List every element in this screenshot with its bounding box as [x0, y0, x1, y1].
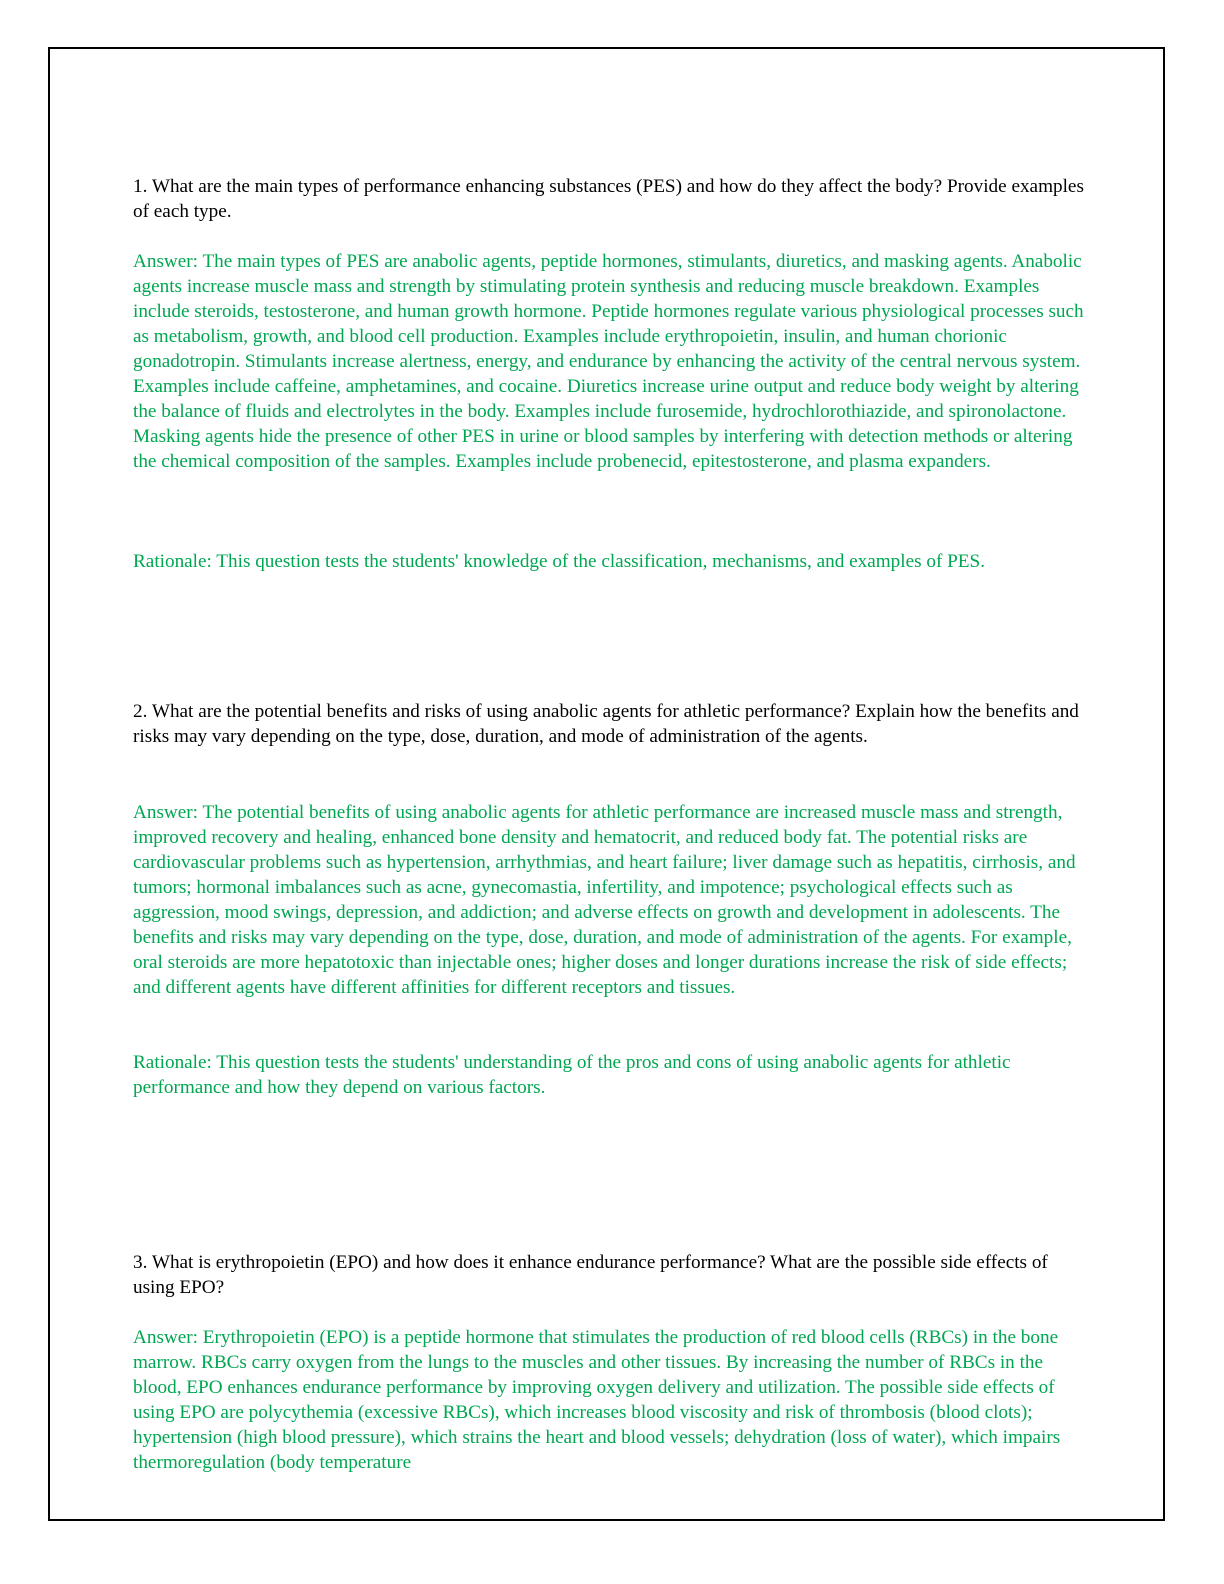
answer-3: Answer: Erythropoietin (EPO) is a peptide hormone that stimulates the production of red blood cells (RBCs) in the bone marrow. RBCs carry oxygen from the lungs to the muscles and other tissues. By increasing the number of RBCs in the blood, EPO enhances endurance performance by improving oxygen delivery and utilization. The possible side effects of using EPO are polycythemia (excessive RBCs), which increases blood viscosity and risk of thrombosis (blood clots); hypertension (high blood pressure), which strains the heart and blood vessels; dehydration (loss of water), which impairs thermoregulation (body temperature	[133, 1327, 1061, 1473]
question-2: 2. What are the potential benefits and risks of using anabolic agents for athletic performance? Explain how the benefits and risks may vary depending on the type, dose, duration, and mode of administration of the agents.	[133, 701, 1079, 747]
question-3: 3. What is erythropoietin (EPO) and how does it enhance endurance performance? What are the possible side effects of using EPO?	[133, 1252, 1048, 1298]
rationale-1: Rationale: This question tests the students' knowledge of the classification, mechanisms, and examples of PES.	[133, 551, 985, 572]
question-1: 1. What are the main types of performance enhancing substances (PES) and how do they affect the body? Provide examples of each type.	[133, 176, 1084, 222]
answer-1: Answer: The main types of PES are anabolic agents, peptide hormones, stimulants, diuretics, and masking agents. Anabolic agents increase muscle mass and strength by stimulating protein synthesis and reducing muscle breakdown. Examples include steroids, testosterone, and human growth hormone. Peptide hormones regulate various physiological processes such as metabolism, growth, and blood cell production. Examples include erythropoietin, insulin, and human chorionic gonadotropin. Stimulants increase alertness, energy, and endurance by enhancing the activity of the central nervous system. Examples include caffeine, amphetamines, and cocaine. Diuretics increase urine output and reduce body weight by altering the balance of fluids and electrolytes in the body. Examples include furosemide, hydrochlorothiazide, and spironolactone. Masking agents hide the presence of other PES in urine or blood samples by interfering with detection methods or altering the chemical composition of the samples. Examples include probenecid, epitestosterone, and plasma expanders.	[133, 251, 1084, 472]
rationale-2: Rationale: This question tests the students' understanding of the pros and cons of using anabolic agents for athletic performance and how they depend on various factors.	[133, 1052, 1011, 1098]
answer-2: Answer: The potential benefits of using anabolic agents for athletic performance are increased muscle mass and strength, improved recovery and healing, enhanced bone density and hematocrit, and reduced body fat. The potential risks are cardiovascular problems such as hypertension, arrhythmias, and heart failure; liver damage such as hepatitis, cirrhosis, and tumors; hormonal imbalances such as acne, gynecomastia, infertility, and impotence; psychological effects such as aggression, mood swings, depression, and addiction; and adverse effects on growth and development in adolescents. The benefits and risks may vary depending on the type, dose, duration, and mode of administration of the agents. For example, oral steroids are more hepatotoxic than injectable ones; higher doses and longer durations increase the risk of side effects; and different agents have different affinities for different receptors and tissues.	[133, 802, 1076, 998]
